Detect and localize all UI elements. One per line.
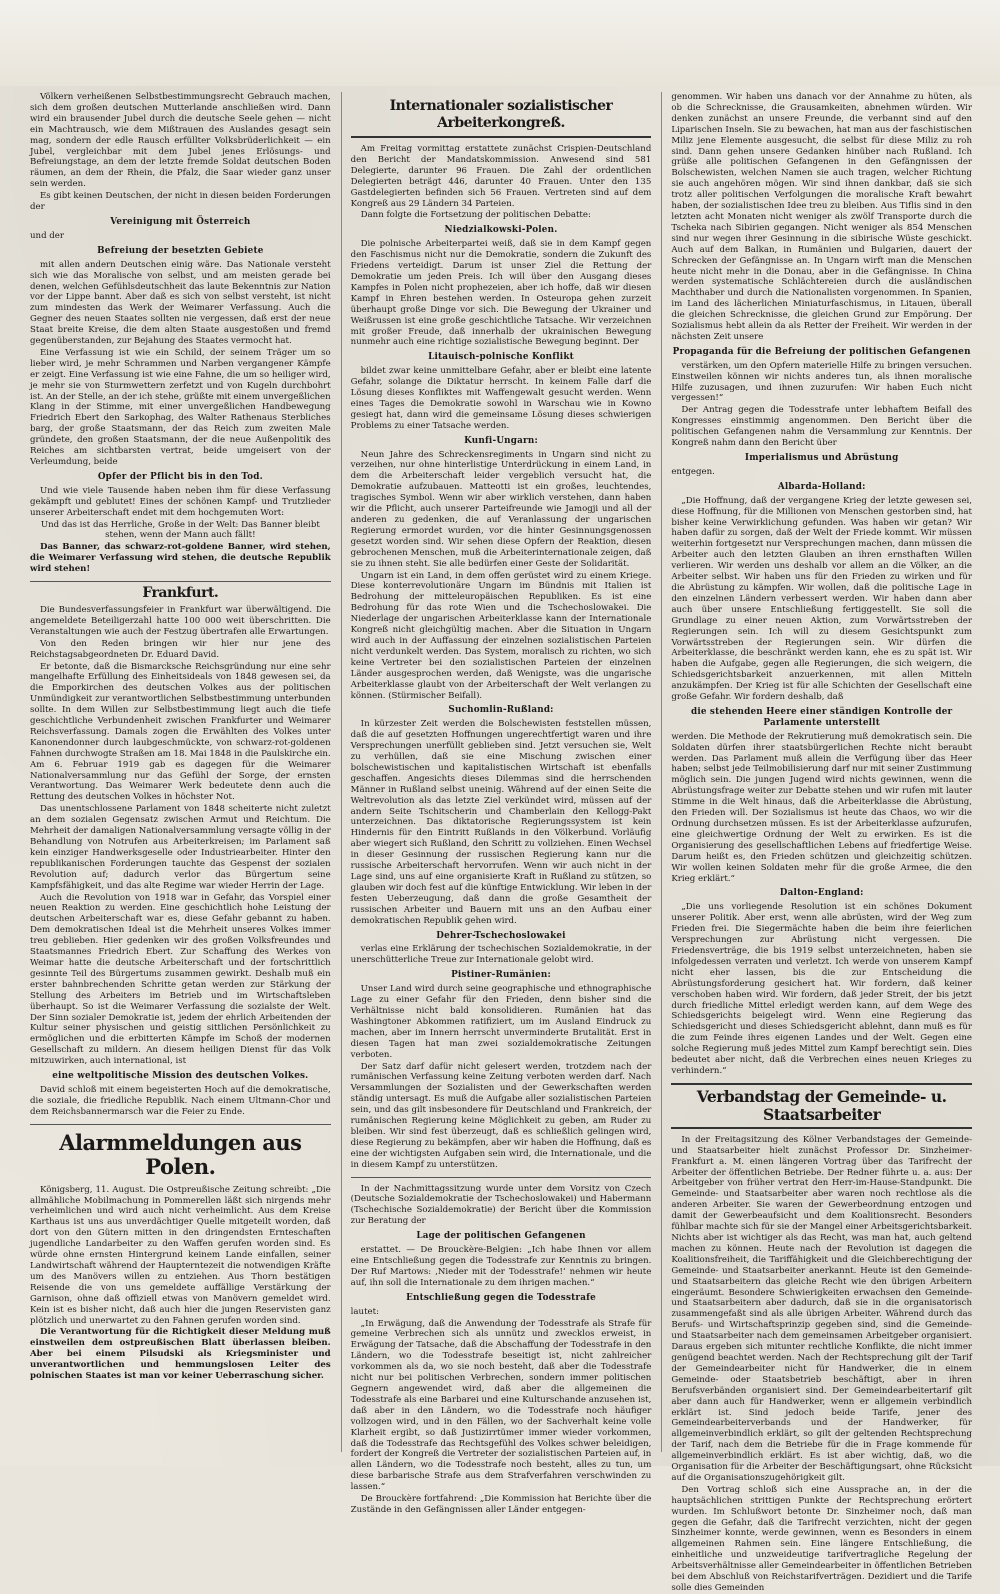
- column-1: [30, 92, 331, 1452]
- subheading: Befreiung der besetzten Gebiete: [97, 245, 264, 256]
- subheading: Imperialismus und Abrüstung: [744, 453, 899, 463]
- subheading: Vereinigung mit Österreich: [110, 216, 251, 227]
- quote: Und das ist das Herrliche, Große in der Welt: Das Banner bleibt stehen, wenn der Mann auch fällt!: [40, 519, 320, 541]
- subheading: Propaganda für die Befreiung der politischen Gefangenen: [672, 346, 971, 357]
- paragraph: mit allen andern Deutschen einig wäre. Das Nationale versteht sich wie das Moralische von selbst, und am meisten gerade bei denen, welchen Gefühlsdeutschheit das laute Bekenntnis zur Nation vor der Lippe bannt. Aber daß es sich von selbst versteht, ist nicht zum mindesten das Werk der Weimarer Verfassung. Auch die Gegner des neuen Staates sollten nie vergessen, daß erst der neue Staat breite Kreise, die dem alten Staate ausgestoßen und fremd gegenüberstanden, zur Bejahung des Staates vermocht hat.: [30, 259, 331, 347]
- paragraph: Und wie viele Tausende haben neben ihm für diese Verfassung gekämpft und geblutet! Eines der schönen Kampf- und Trutzlieder unserer Arbeiterschaft endet mit dem hochgemuten Wort:: [30, 485, 331, 518]
- paragraph: entgegen.: [671, 466, 715, 477]
- paragraph: Auch die Revolution von 1918 war in Gefahr, das Vorspiel einer neuen Reaktion zu werden. Eine geschichtlich hohe Leistung der deutschen Arbeiterschaft war es, diese Gefahr gebannt zu haben. Dem demokratischen Ideal ist die Mehrheit unseres Volkes immer treu geblieben. Hier gedenken wir des großen Volksfreundes und Staatsmannes Friedrich Ebert. Zur Schaffung des Werkes von Weimar hatte die deutsche Arbeiterschaft und der fortschrittlich gesinnte Teil des Bürgertums zusammen gewirkt. Deshalb muß ein erster bahnbrechenden Schritte getan werden zur Stärkung der Stellung des Arbeiters im Betrieb und im Wirtschaftsleben überhaupt. So ist die Weimarer Verfassung die sozialste der Welt. Der Sinn sozialer Demokratie ist, jedem der ehrlich Arbeitenden der Kultur seiner physischen und geistig sittlichen Persönlichkeit zu ermöglichen und die erbitterten Kämpfe im Schoß der modernen Gesellschaft zu mildern. An diesem heiligen Dienst für das Volk mitzuwirken, auch international, ist: [30, 892, 331, 1067]
- page-top-margin: [0, 0, 1000, 86]
- subheading: Litauisch-polnische Konflikt: [428, 352, 574, 363]
- paragraph: In der Nachmittagssitzung wurde unter dem Vorsitz von Czech (Deutsche Sozialdemokratie der Tschechoslowakei) und Habermann (Tschechische Sozialdemokratie) der Bericht über die Kommission zur Beratung der: [350, 1183, 652, 1227]
- paragraph: Der Antrag gegen die Todesstrafe unter lebhaftem Beifall des Kongresses einstimmig angenommen. Den Bericht über die politischen Gefangenen nahm die Versammlung zur Kenntnis. Der Kongreß nahm dann den Bericht über: [671, 405, 973, 449]
- subheading: Dehrer-Tschechoslowakei: [436, 930, 566, 941]
- paragraph: „In Erwägung, daß die Anwendung der Todesstrafe als Strafe für gemeine Verbrechen sich als unnütz und zwecklos erweist, in Erwägung der Tatsache, daß die Abschaffung der Todesstrafe in den Ländern, wo die Todesstrafe beseitigt ist, nicht zahlreicher vorkommen als da, wo sie noch besteht, daß aber die Todesstrafe nicht nur bei politischen Verbrechen, sondern immer politischen Gegnern angewendet wird, daß aber die allgemeinen die Todesstrafe als eine Barbarei und eine Kulturschande anzusehen ist, daß aber in den Ländern, wo die Todesstrafe noch häufiger vollzogen wird, und in den Fällen, wo der Sachverhalt keine volle Klarheit ergibt, so daß Justizirrtümer immer wieder vorkommen, daß die Todesstrafe das Rechtsgefühl des Volkes schwer beleidigen, fordert der Kongreß die Vertreter der sozialistischen Parteien auf, in allen Ländern, wo die Todesstrafe noch besteht, alles zu tun, um diese barbarische Strafe aus dem Strafverfahren verschwinden zu lassen.“: [350, 1318, 652, 1493]
- paragraph: Eine Verfassung ist wie ein Schild, der seinem Träger um so lieber wird, je mehr Schrammen und Narben vergangener Kämpfe er zeigt. Eine Verfassung ist wie eine Fahne, die um so heiliger wird, je mehr sie von Sturmwettern zerfetzt und von Kugeln durchbohrt ist. An der Stelle, an der ich stehe, grüßte mit einem unvergeßlichen Klang in der Stimme, mit einer unvergeßlichen Handbewegung Friedrich Ebert den Sarkophag, des Walter Rathenaus Sterbliches barg, der große Staatsmann, der das Reich zum zweiten Male gründete, den großen Staatsmann, der die neue Außenpolitik des Reiches am sichtbarsten vertrat, beide umgeisert von der Verleumdung, beide: [30, 347, 331, 467]
- paragraph: bildet zwar keine unmittelbare Gefahr, aber er bleibt eine latente Gefahr, solange die Diktatur herrscht. In keinem Falle darf die Lösung dieses Konfliktes mit Waffengewalt gesucht werden. Wenn eines Tages die Demokratie sowohl in Warschau wie in Kowno gesiegt hat, dann wird die gemeinsame Lösung dieses schwierigen Problems zu einer Tatsache werden.: [350, 366, 652, 431]
- paragraph: Unser Land wird durch seine geographische und ethnographische Lage zu einer Gefahr für den Frieden, denn bisher sind die Verhältnisse nicht bald konsolidieren. Rumänien hat das Washingtoner Abkommen ratifiziert, um im Ausland Eindruck zu machen, aber im Innern herrscht unverminderte Brutalität. Erst in diesen Tagen hat man zwei sozialdemokratische Zeitungen verboten.: [350, 984, 652, 1060]
- paragraph: Ungarn ist ein Land, in dem offen gerüstet wird zu einem Kriege. Diese konterrevolutionäre Ungarn im Bündnis mit Italien ist Bedrohung der mitteleuropäischen Republiken. Es ist eine Bedrohung für das rote Wien und die Tschechoslowakei. Die Niederlage der ungarischen Arbeiterklasse kann der Internationale Kongreß nicht gleichgültig machen. Aber die Situation in Ungarn wird auch in der Auffassung der einzelnen sozialistischen Parteien nicht verdunkelt werden. Das System, moralisch zu richten, wo sich keine Vertreter bei den sozialistischen Parteien der einzelnen Länder ausgesprochen werden, daß Wenigste, was die ungarische Arbeiterklasse glaubt von der Arbeiterschaft der Welt verlangen zu können. (Stürmischer Beifall).: [350, 570, 652, 701]
- subheading: Opfer der Pflicht bis in den Tod.: [97, 471, 263, 482]
- paragraph: verstärken, um den Opfern materielle Hilfe zu bringen versuchen. Einstweilen können wir nichts anderes tun, als ihnen moralische Hilfe zuzusagen, und ihnen zuzurufen: Wir haben Euch nicht vergessen!“: [671, 360, 973, 404]
- paragraph: Dann folgte die Fortsetzung der politischen Debatte:: [360, 210, 591, 221]
- paragraph-emphasis: Die Verantwortung für die Richtigkeit dieser Meldung muß einstweilen dem ostpreußischen Blatt überlassen bleiben. Aber bei einem Pilsudski als Kriegsminister und unverantwortlichen und hemmungslosen Leiter des polnischen Staates ist man vor keiner Ueberraschung sicher.: [30, 1327, 331, 1382]
- divider: [351, 1177, 652, 1178]
- paragraph: Den Vortrag schloß sich eine Aussprache an, in der die hauptsächlichen strittigen Punkte der Rechtsprechung erörtert wurden. Im Schlußwort betonte Dr. Sinzheimer noch, daß man gegen die Gefahr, daß die Tarifrecht verzichten, nicht der gegen Sinzheimer konnte, werde gewinnen, wenn es Besonders in einem allgemeinen Rahmen sein. Eine längere Entschließung, die einheitliche und unzweideutige tarifvertragliche Regelung der Arbeitsverhältnisse aller Gemeindearbeiter in öffentlichen Betrieben bei dem Abschluß von Reichstarifverträgen. Dezidiert und die Tarife solle dies Gemeinden: [671, 1484, 973, 1593]
- headline-verbandstag: Verbandstag der Gemeinde- u. Staatsarbeiter: [671, 1083, 972, 1129]
- section-heading-frankfurt: Frankfurt.: [142, 585, 219, 602]
- headline-alarmmeldungen: Alarmmeldungen aus Polen.: [59, 1129, 302, 1179]
- paragraph: De Brouckère fortfahrend: „Die Kommission hat Berichte über die Zustände in den Gefängnissen aller Länder entgegen-: [350, 1494, 652, 1515]
- subheading: Dalton-England:: [779, 888, 864, 899]
- paragraph: Die Bundesverfassungsfeier in Frankfurt war überwältigend. Die angemeldete Beteiligerzahl hatte 100 000 weit überschritten. Die Veranstaltungen wie auch der Festzug übertrafen alle Erwartungen.: [30, 604, 331, 637]
- subheading: Lage der politischen Gefangenen: [416, 1231, 586, 1242]
- headline-arbeiterkongress: Internationaler sozialistischer Arbeiterkongreß.: [351, 98, 652, 138]
- subheading: Kunfi-Ungarn:: [464, 435, 538, 446]
- paragraph: „Die Hoffnung, daß der vergangene Krieg der letzte gewesen sei, diese Hoffnung, für die Millionen von Menschen gestorben sind, hat bisher keine Verwirklichung gefunden. Was haben wir getan? Wir haben dafür zu sorgen, daß der Welt der Friede kommt. Wir müssen weiterhin fortgesetzt nur Versprechungen machen, dann müssen die Arbeiter auch den letzten Glauben an ihren ernsthaften Willen verlieren. Wir werden uns deshalb vor allem an die Völker, an die Arbeiter selbst. Wir haben uns für den Frieden zu wirken und für die Abrüstung zu kämpfen. Wir wollen, daß die politische Lage in den einzelnen Ländern verbessert werden. Wir haben dann aber auch über unsere Entschließung fertiggestellt. Sie soll die Grundlage zu einer neuen Aktion, zum Vorwärtsstreben der Regierungen sein. Ich will zu diesem Gesichtspunkt zum Vorwärtsstreben der Regierungen sein. Wir dürfen die Arbeiterklasse, die beschränkt werden kann, ehe es zu spät ist. Wir haben die Aufgabe, gegen alle Regierungen, die sich weigern, die Schiedsgerichtsbarkeit anzuerkennen, mit allen Mitteln anzukämpfen. Der Krieg ist für alle Schichten der Gesellschaft eine große Gefahr. Wir fordern deshalb, daß: [671, 495, 973, 703]
- paragraph: Neun Jahre des Schreckensregiments in Ungarn sind nicht zu verzeihen, nur ohne hinterlistige Unterdrückung in einem Land, in dem die Arbeiterschaft leider vergeblich versucht hat, die Demokratie aufzubauen. Matteotti ist ein großes, leuchtendes, tragisches Symbol. Wenn wir aber wirklich verstehen, dann haben wir die Pflicht, auch unserer Parteifreunde wie Jamogji und all der anderen zu gedenken, die auf Veranlassung der ungarischen Regierung ermordet wurden, vor die hinter Gesinnungsgenossen gesetzt worden sind. Wir sehen diese Opfern der Reaktion, diesen gebrochenen Menschen, muß die Arbeiterinternationale zeigen, daß sie zu ihnen steht. Sie alle bedürfen einer Geste der Solidarität.: [350, 449, 652, 569]
- paragraph: Das unentschlossene Parlament von 1848 scheiterte nicht zuletzt an dem sozialen Gegensatz zwischen Armut und Reichtum. Die Mehrheit der damaligen Nationalversammlung versagte völlig in der Behandlung von Notrufen aus Arbeiterkreisen; im Parlament saß kein einziger Handwerksgeselle oder Industriearbeiter. Hinter den republikanischen Forderungen tauchte das Gespenst der sozialen Revolution auf; dadurch verlor das Bürgertum seine Kampfsfähigkeit, und das alte Regime war wieder Herrin der Lage.: [30, 804, 331, 891]
- subheading: Niedzialkowski-Polen.: [444, 225, 558, 236]
- paragraph: Am Freitag vormittag erstattete zunächst Crispien-Deutschland den Bericht der Mandatskommission. Anwesend sind 581 Delegierte, darunter 96 Frauen. Die Zahl der ordentlichen Delegierten beträgt 446, darunter 40 Frauen. Unter den 135 Gastdelegierten befinden sich 56 Frauen. Vertreten sind auf dem Kongreß aus 29 Ländern 34 Parteien.: [350, 144, 652, 209]
- subheading: die stehenden Heere einer ständigen Kontrolle der Parlamente unterstellt: [690, 706, 953, 728]
- paragraph: In der Freitagsitzung des Kölner Verbandstages der Gemeinde- und Staatsarbeiter hielt zunächst Professor Dr. Sinzheimer-Frankfurt a. M. einen längeren Vortrag über das Tarifrecht der Arbeiter der öffentlichen Betriebe. Der Redner führte u. a. aus: Der Arbeitgeber von früher vertrat den Herr-im-Hause-Standpunkt. Die Gemeinde- und Staatsarbeiter aber waren noch rechtlose als die anderen Arbeiter. Sie waren der Gewerbeordnung entzogen und damit der Gewerbeaufsicht und dem Koalitionsrecht. Besonders fühlbar machte sich für sie der Mangel einer Arbeitsgerichtsbarkeit. Nichts aber ist wichtiger als das Recht, was man hat, auch geltend machen zu können. Heute nach der Revolution ist dagegen die Koalitionsfreiheit, die Tariffähigkeit und die Gleichberechtigung der Gemeinde- und Staatsarbeiter anerkannt. Heute ist den Gemeinde- und Staatsarbeitern das gleiche Recht wie den übrigen Arbeitern eingeräumt. Besondere Schwierigkeiten erwachsen den Gemeinde- und Staatsarbeitern aber dadurch, daß sie in die organisatorisch zusammengefaßt sind als alle übrigen Arbeiter. Während durch das Berufs- und Wirtschaftsprinzip gegeben sind, sind die Gemeinde- und Staatsarbeiter nach dem gemeinsamen Arbeitgeber organisiert. Daraus ergeben sich mitunter rechtliche Konflikte, die nicht immer genügend beachtet werden. Nach der Rechtsprechung gilt der Tarif der Gemeindearbeiter nicht für Handwerker, die in einem Gemeinde- oder Staatsbetrieb beschäftigt, aber in ihren Berufsverbänden organisiert sind. Der Gemeindearbeitertarif gilt aber dann auch für Handwerker, wenn er allgemein verbindlich erklärt ist. Sind jedoch beide Tarife, jener des Gemeindearbeiterverbands und der Handwerker, für allgemeinverbindlich erklärt, so gilt der geltenden Rechtsprechung der Tarif, nach dem die Betriebe für die in Frage kommende für allgemeinverbindlich erklärt. Es ist aber wichtig, daß, wo die Organisation für die Arbeiter der Beschäftigungsart, ohne Rücksicht auf die Organisationszugehörigkeit gilt.: [671, 1134, 973, 1483]
- paragraph: „Die uns vorliegende Resolution ist ein schönes Dokument unserer Politik. Aber erst, wenn alle abrüsten, wird der Weg zum Frieden frei. Die Siegermächte haben die beim ihre feierlichen Versprechungen zur Abrüstung nicht vergessen. Die Friedensverträge, die bis 1919 selbst unterzeichneten, haben sie infolgedessen verraten und verletzt. Ich werde von unserem Kampf nicht eher lassen, bis die zur Entscheidung die Abrüstungsforderung gesichert hat. Wir fordern, daß keiner verschoben haben wird. Wir fordern, daß jeder Streit, der bis jetzt durch friedliche Mittel erledigt werden kann, auf dem Wege des Schiedsgerichts beigelegt wird. Wenn eine Regierung das Schiedsgericht und dieses Schiedsgericht ablehnt, dann muß es für die zum Feinde ihres eigenen Landes und der Welt. Gegen eine solche Regierung muß jedes Mittel zum Kampf berechtigt sein. Dies bedeutet aber nicht, daß die Verbrechen eines neuen Krieges zu verhindern.“: [671, 902, 973, 1076]
- paragraph: erstattet. — De Brouckère-Belgien: „Ich habe Ihnen vor allem eine Entschließung gegen die Todesstrafe zur Kenntnis zu bringen. Der Ruf Martows: ‚Nieder mit der Todesstrafe!‘ nehmen wir heute auf, ihn soll die Internationale zu dem ihrigen machen.“: [350, 1245, 652, 1288]
- subheading: Albarda-Holland:: [777, 481, 866, 492]
- paragraph: und der: [30, 230, 64, 241]
- paragraph: Es gibt keinen Deutschen, der nicht in diesen beiden Forderungen der: [30, 191, 331, 213]
- subheading: Suchomlin-Rußland:: [448, 705, 554, 716]
- paragraph: Von den Reden bringen wir hier nur jene des Reichstagsabgeordneten Dr. Eduard David.: [30, 638, 331, 660]
- paragraph: lautet:: [350, 1306, 379, 1317]
- paragraph: David schloß mit einem begeisterten Hoch auf die demokratische, die soziale, die friedliche Republik. Nach einem Ultmann-Chor und dem Reichsbannermarsch war die Feier zu Ende.: [30, 1084, 331, 1117]
- paragraph: Er betonte, daß die Bismarcksche Reichsgründung nur eine sehr mangelhafte Erfüllung des Einheitsideals von 1848 gewesen sei, da die Emporkirchen des deutschen Volkes aus der politischen Unmündigkeit zur verantwortlichen Selbstbestimmung unterbunden sollte. In dem Willen zur Selbstbestimmung liegt auch die tiefe geschichtliche Verbundenheit zwischen Frankfurter und Weimarer Reichsverfassung. Damals zogen die Erwählten des Volkes unter Kanonendonner durch laubgeschmückte, von schwarz-rot-goldenen Fahnen durchwogte Straßen am 18. Mai 1848 in die Paulskirche ein. Am 6. Februar 1919 gab es dagegen für die Weimarer Nationalversammlung nur das Gefühl der Sorge, der ernsten Verantwortung. Das Weimarer Werk bedeutete denn auch die Rettung des deutschen Volkes in höchster Not.: [30, 661, 331, 803]
- paragraph-emphasis: Das Banner, das schwarz-rot-goldene Banner, wird stehen, die Weimarer Verfassung wird stehen, die deutsche Republik wird stehen!: [30, 542, 331, 575]
- divider: [30, 1124, 331, 1125]
- paragraph: In kürzester Zeit werden die Bolschewisten feststellen müssen, daß die auf gesetzten Hoffnungen ungerechtfertigt waren und ihre Versprechungen unerfüllt geblieben sind. Jetzt versuchen sie, Welt zu verhüllen, daß sie eine Mischung zwischen einer bolschewistischen und kapitalistischen Wirtschaft ist ebenfalls geschaffen. Angesichts dieses Dilemmas sind die herrschenden Männer in Rußland selbst uneinig. Während auf der einen Seite die Weltrevolution als das letzte Ziel verkündet wird, müssen auf der andern Seite Tschitscherin und Chamberlain den Kellogg-Pakt unterzeichnen. Das diktatorische Regierungssystem ist kein Hindernis für den Eintritt Rußlands in den Völkerbund. Vorläufig aber wiegert sich Rußland, den Schritt zu vollziehen. Einen Wechsel in dieser Gesinnung der russischen Regierung kann nur die russische Arbeiterschaft hervorrufen. Wenn wir auch nicht in der Lage sind, uns auf eine organisierte Kraft in Rußland zu stützen, so glauben wir doch fest auf die künftige Entwicklung. Wir leben in der festen Ueberzeugung, daß dann die große Gesamtheit der russischen Arbeiter und Bauern mit uns an den Aufbau einer demokratischen Republik gehen wird.: [350, 719, 652, 926]
- paragraph: Die polnische Arbeiterpartei weiß, daß sie in dem Kampf gegen den Faschismus nicht nur die Demokratie, sondern die Zukunft des Friedens verteidigt. Darum ist unser Ziel die Rettung der Demokratie um jeden Preis. Ich will über den Ausgang dieses Kampfes in Polen nicht prophezeien, aber ich hoffe, daß wir diesen Kampf in Ehren bestehen werden. In Osteuropa gehen zurzeit überhaupt große Dinge vor sich. Die Bewegung der Ukrainer und Weißrussen ist eine große geschichtliche Tatsache. Wir verzeichnen mit großer Freude, daß innerhalb der ukrainischen Bewegung nunmehr auch eine richtige sozialistische Bewegung beginnt. Der: [350, 239, 652, 348]
- paragraph: Königsberg, 11. August. Die Ostpreußische Zeitung schreibt: „Die allmähliche Mobilmachung in Pommerellen läßt sich nirgends mehr verheimlichen und wird auch nicht verheimlicht. Aus dem Kreise Karthaus ist uns aus unverdächtiger Quelle mitgeteilt worden, daß dort von den Gütern mitten in den dringendsten Ernteschaften jugendliche Landarbeiter zu den Waffen gerufen worden sind. Es würde ohne ernsten Hintergrund keinem Lande einfallen, seiner Landwirtschaft während der Haupterntezeit die notwendigen Kräfte um des Manövers willen zu entziehen. Aus Thorn bestätigen Reisende die von uns gemeldete auffällige Verstärkung der Garnison, ohne daß offiziell etwas von Manövern gemeldet wird. Kein ist es bisher nicht, daß auch hier die jungen Reservisten ganz plötzlich und unerwartet zu den Fahnen gerufen worden sind.: [30, 1184, 331, 1326]
- subheading: eine weltpolitische Mission des deutschen Volkes.: [52, 1071, 309, 1082]
- column-3: [661, 92, 973, 1593]
- column-container: [30, 92, 973, 1593]
- paragraph: Völkern verheißenen Selbstbestimmungsrecht Gebrauch machen, sich dem großen deutschen Mutterlande anschließen wird. Dann wird ein brausender Jubel durch die deutsche Seele gehen — nicht ein Machtrausch, wie dem Mißtrauen des Auslandes gesagt sein mag, sondern der edle Rausch erfüllter Volksbrüderlichkeit — ein Jubel, vergleichbar mit dem Jubel jenes Erlösungs- und Befreiungstage, an dem der letzte fremde Soldat deutschen Boden räumen, an dem der Rhein, die Pfalz, die Saar wieder ganz unser sein werden.: [30, 92, 331, 190]
- subheading: Entschließung gegen die Todesstrafe: [406, 1292, 596, 1303]
- paragraph: Der Satz darf dafür nicht gelesert werden, trotzdem nach der rumänischen Verfassung keine Zeitung verboten werden darf. Nach Versammlungen der Sozialisten und der Gewerkschaften werden ständig untersagt. Es muß die Aufgabe aller sozialistischen Parteien sein, und das gilt insbesondere für Deutschland und Frankreich, der rumänischen Regierung keine Möglichkeit zu geben, am Ruder zu bleiben. Wir sind fest überzeugt, daß es schließlich gelingen wird, diese Regierung zu bekämpfen, aber wir haben die Hoffnung, daß es eine der wichtigsten Aufgaben sein wird, die Internationale, und die in diesem Kampf zu unterstützen.: [350, 1061, 652, 1170]
- subheading: Pistiner-Rumänien:: [451, 970, 551, 981]
- paragraph: verlas eine Erklärung der tschechischen Sozialdemokratie, in der unerschütterliche Treue zur Internationale gelobt wird.: [350, 944, 652, 966]
- paragraph: genommen. Wir haben uns danach vor der Annahme zu hüten, als ob die Schrecknisse, die Grausamkeiten, abnehmen würden. Wir denken zunächst an unsere Freunde, die verbannt sind auf den Liparischen Inseln. Sie zu bewachen, hat man aus der faschistischen Miliz jene Elemente ausgesucht, die selbst für diese Miliz zu roh sind. Dann gehen unsere Gedanken hinüber nach Rußland. Ich grüße alle politischen Gefangenen in den Gefängnissen der Bolschewisten, welchen Namen sie auch tragen, welcher Richtung sie auch angehören mögen. Wir sind ihnen dankbar, daß sie sich trotz aller politischen Verfolgungen die moralische Kraft bewahrt haben, der sozialistischen Idee treu zu bleiben. Aus Tiflis sind in den letzten acht Monaten nicht weniger als zwölf Transporte durch die Tscheka nach Sibirien gegangen. Nicht weniger als 854 Menschen sind nur wegen ihrer Gesinnung in die sibirische Wüste geschickt. Auch auf dem Balkan, in Rumänien und Bulgarien, dauert der Schrecken der Gefängnisse an. In Ungarn wirft man die Menschen heute nicht mehr in die Donau, aber in die Gefängnisse. In China werden systematische Schlächtereien durch die ausländischen Machthaber und durch die Nationalisten vorgenommen. In Spanien, im Land des lächerlichen Miniaturfaschismus, in Litauen, überall die gleichen Schrecknisse, die gleichen Grund zur Empörung. Der Sozialismus hebt allein da als Retter der Freiheit. Wir werden in der nächsten Zeit unsere: [671, 92, 973, 342]
- column-2: [341, 92, 652, 1515]
- paragraph: werden. Die Methode der Rekrutierung muß demokratisch sein. Die Soldaten dürfen ihrer staatsbürgerlichen Rechte nicht beraubt werden. Das Parlament muß allein die Verfügung über das Heer haben; selbst jede Teilmobilisierung darf nur mit seiner Zustimmung möglich sein. Die jungen Jugend wird nichts gewinnen, wenn die Abrüstungsfrage weiter zur Debatte stehen und wir rufen mit lauter Stimme in die Welt hinaus, daß die Arbeiterklasse die Abrüstung, den Frieden will. Der Sozialismus ist heute das Chaos, wo wir die Ordnung durchsetzen müssen. Es ist der Arbeiterklasse aufzurufen, eine gleichwertige Ordnung der Welt zu erwirken. Es ist die Organisierung des gesellschaftlichen Lebens auf friedfertige Weise. Darum heißt es, den Frieden schützen und gleichzeitig schützen. Wir wollen keinen Soldaten mehr für die große Armee, die den Krieg erklärt.“: [671, 731, 973, 884]
- divider: [30, 581, 331, 582]
